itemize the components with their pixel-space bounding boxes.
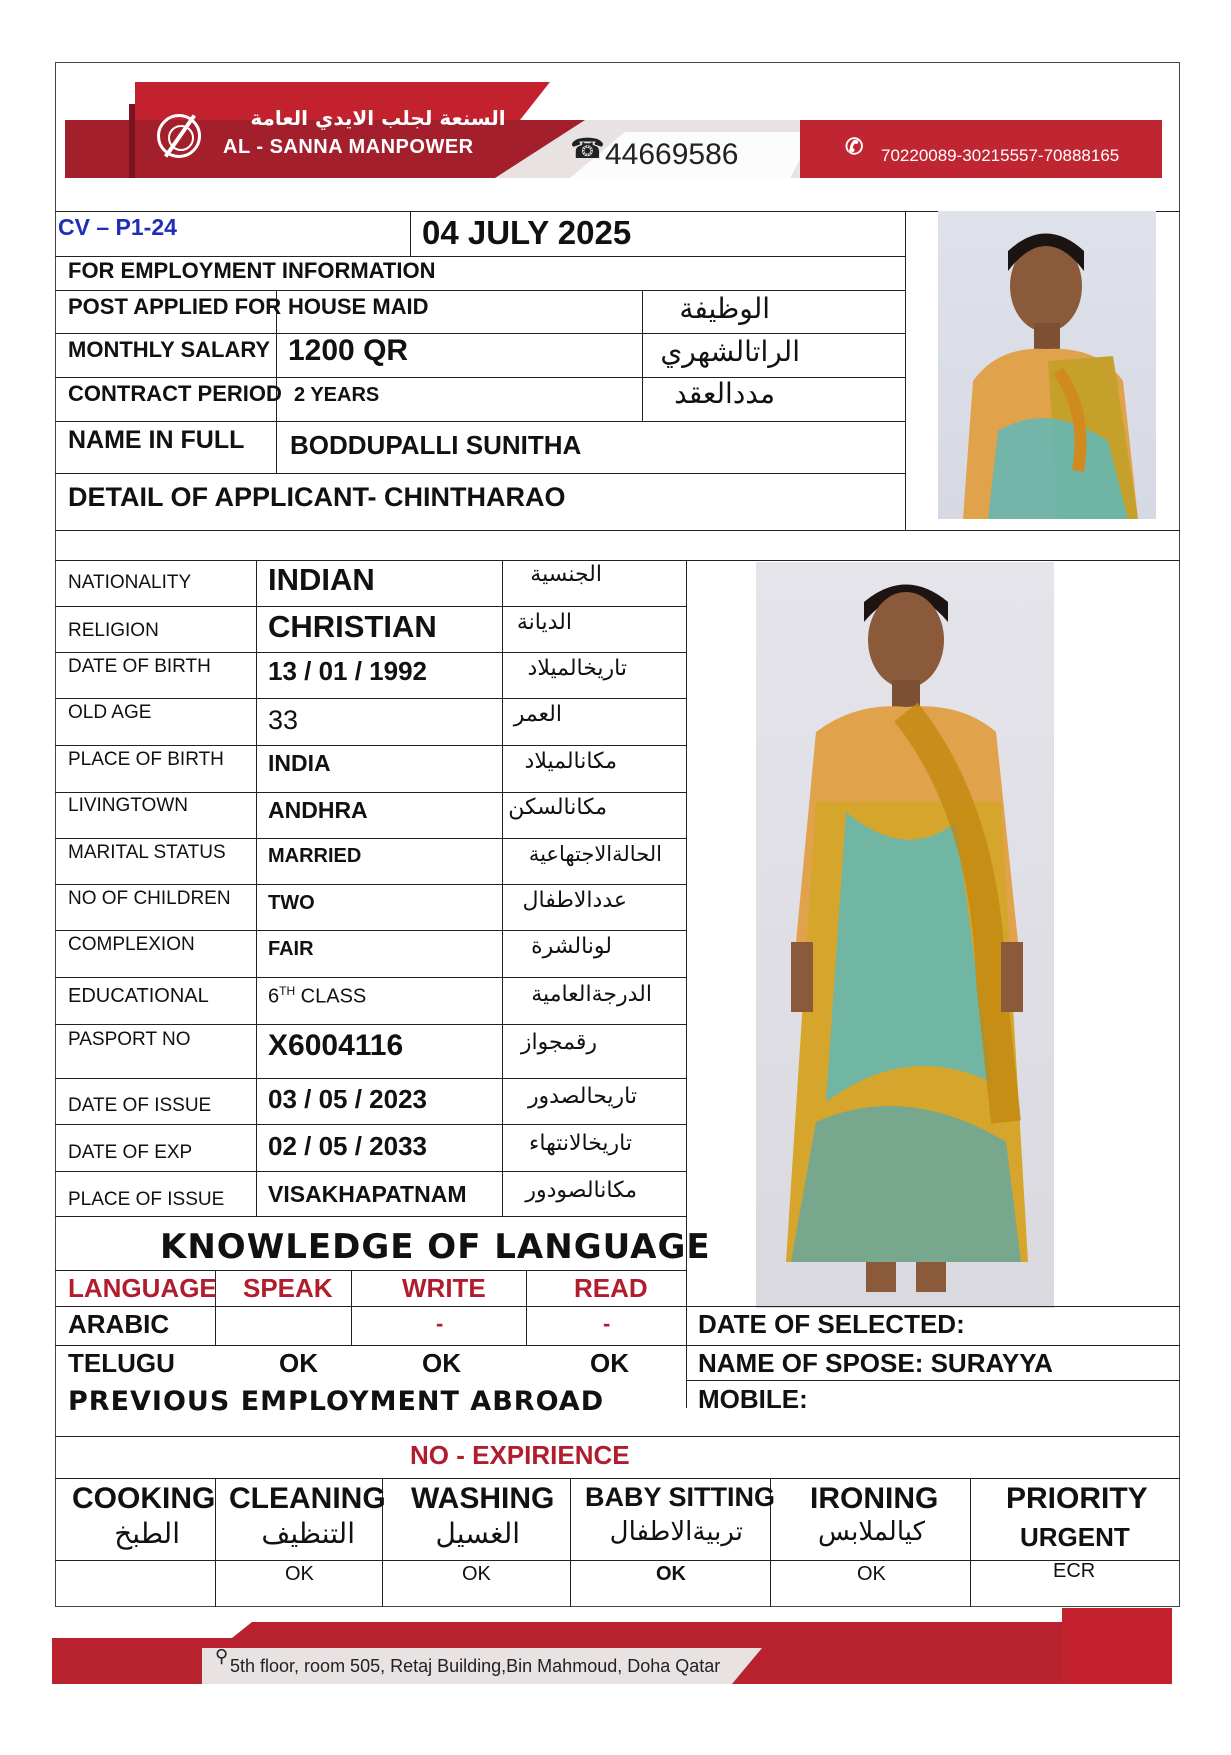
skill-value: OK xyxy=(656,1563,686,1585)
rule xyxy=(55,377,905,378)
detail-arabic: العمر xyxy=(513,702,562,727)
rule xyxy=(55,256,905,257)
location-pin-icon: ⚲ xyxy=(215,1646,229,1666)
rule xyxy=(55,698,686,699)
rule xyxy=(55,1436,1180,1437)
detail-value: 33 xyxy=(268,705,299,735)
detail-label: PLACE OF ISSUE xyxy=(68,1189,225,1210)
detail-value: CHRISTIAN xyxy=(268,609,437,644)
skill-value: ECR xyxy=(1053,1560,1096,1582)
skill-value: OK xyxy=(462,1563,491,1585)
employment-arabic: الراتالشهري xyxy=(660,335,800,368)
employment-arabic: مددالعقد xyxy=(674,377,775,410)
rule xyxy=(55,977,686,978)
mobile-numbers: 70220089-30215557-70888165 xyxy=(881,146,1120,165)
name-label: NAME IN FULL xyxy=(68,426,245,454)
rule xyxy=(55,792,686,793)
cv-date: 04 JULY 2025 xyxy=(422,214,632,251)
portrait-illustration xyxy=(938,211,1156,519)
phone-number: 44669586 xyxy=(605,138,739,171)
header-banner xyxy=(65,82,1162,178)
rule xyxy=(55,652,686,653)
detail-arabic: الجنسية xyxy=(530,562,602,587)
rule xyxy=(526,1270,527,1346)
rule xyxy=(55,1270,686,1271)
detail-value: VISAKHAPATNAM xyxy=(268,1181,467,1207)
detail-value: 02 / 05 / 2033 xyxy=(268,1131,428,1161)
company-name-arabic: السنعة لجلب الايدي العامة xyxy=(250,106,506,130)
company-logo-icon xyxy=(157,114,201,158)
skill-english: CLEANING xyxy=(229,1482,386,1515)
detail-arabic: الديانة xyxy=(516,610,572,635)
employment-value: 1200 QR xyxy=(288,334,409,367)
rule xyxy=(55,1306,1180,1307)
language-header: LANGUAGE xyxy=(68,1273,217,1303)
employment-arabic: الوظيفة xyxy=(679,292,770,325)
cv-code: CV – P1-24 xyxy=(58,214,177,240)
detail-label: RELIGION xyxy=(68,620,159,641)
name-value: BODDUPALLI SUNITHA xyxy=(290,430,582,460)
rule xyxy=(55,1478,1180,1479)
detail-label: PASPORT NO xyxy=(68,1029,191,1050)
rule xyxy=(55,745,686,746)
detail-arabic: الحالةالاجتهاعية xyxy=(528,842,662,866)
skill-english: BABY SITTING xyxy=(585,1482,776,1512)
rule xyxy=(256,560,257,1216)
rule xyxy=(55,606,686,607)
skill-arabic: تربيةالاطفال xyxy=(609,1517,743,1547)
language-write: - xyxy=(436,1311,444,1336)
rule xyxy=(642,290,643,421)
skill-english: IRONING xyxy=(810,1482,939,1515)
employment-value: 2 YEARS xyxy=(294,384,380,406)
language-write: OK xyxy=(422,1348,461,1378)
detail-value-group xyxy=(268,984,366,1009)
rule xyxy=(686,1380,1180,1381)
full-length-illustration xyxy=(756,562,1054,1308)
language-read: OK xyxy=(590,1348,629,1378)
previous-employment-value: NO - EXPIRIENCE xyxy=(410,1440,630,1470)
detail-value: 6 xyxy=(268,985,280,1008)
skill-english: PRIORITY xyxy=(1006,1482,1148,1515)
previous-employment-title: PREVIOUS EMPLOYMENT ABROAD xyxy=(68,1386,605,1417)
detail-value: INDIAN xyxy=(268,562,375,597)
rule xyxy=(55,560,1180,561)
detail-of-applicant: DETAIL OF APPLICANT- CHINTHARAO xyxy=(68,482,566,512)
rule xyxy=(502,560,503,1216)
applicant-full-length-photo xyxy=(756,562,1054,1308)
rule xyxy=(905,211,906,530)
detail-arabic: تاريخالانتهاء xyxy=(529,1131,632,1156)
language-header: READ xyxy=(574,1273,648,1303)
footer-banner xyxy=(52,1608,1172,1684)
skill-value: OK xyxy=(285,1563,314,1585)
detail-value: MARRIED xyxy=(268,845,362,867)
rule xyxy=(55,838,686,839)
skill-arabic: الغسيل xyxy=(435,1517,520,1550)
language-name: TELUGU xyxy=(68,1348,175,1378)
rule xyxy=(55,473,905,474)
rule xyxy=(410,211,411,256)
detail-value: ANDHRA xyxy=(268,797,368,823)
rule xyxy=(686,560,687,1408)
detail-arabic: مكانالميلاد xyxy=(524,749,617,774)
detail-arabic: عددالاطفال xyxy=(522,888,627,913)
employment-label: MONTHLY SALARY xyxy=(68,337,271,362)
mobile-phone-icon: ✆ xyxy=(845,134,864,159)
rule xyxy=(55,530,1180,531)
detail-value: TWO xyxy=(268,892,315,914)
skill-arabic: كيالملابس xyxy=(818,1517,925,1547)
skill-arabic: التنظيف xyxy=(261,1517,355,1550)
detail-label: DATE OF EXP xyxy=(68,1142,193,1163)
rule xyxy=(970,1478,971,1607)
language-name: ARABIC xyxy=(68,1309,170,1339)
rule xyxy=(55,1078,686,1079)
rule xyxy=(55,333,905,334)
detail-label: NATIONALITY xyxy=(68,572,192,593)
skill-english: COOKING xyxy=(72,1482,216,1515)
language-title: KNOWLEDGE OF LANGUAGE xyxy=(160,1227,711,1267)
employment-section-title: FOR EMPLOYMENT INFORMATION xyxy=(68,258,436,283)
detail-arabic: تاريحالصدور xyxy=(527,1084,637,1109)
skill-arabic: الطبخ xyxy=(114,1517,180,1550)
rule xyxy=(55,1171,686,1172)
detail-label: OLD AGE xyxy=(68,702,152,723)
language-read: - xyxy=(603,1311,611,1336)
skill-arabic: URGENT xyxy=(1020,1522,1130,1552)
rule xyxy=(55,1024,686,1025)
skill-english: WASHING xyxy=(411,1482,555,1515)
date-of-selected: DATE OF SELECTED: xyxy=(698,1309,965,1339)
rule xyxy=(55,930,686,931)
detail-value: 03 / 05 / 2023 xyxy=(268,1084,428,1114)
language-header: SPEAK xyxy=(243,1273,333,1303)
rule xyxy=(55,1345,1180,1346)
detail-label: COMPLEXION xyxy=(68,934,195,955)
detail-value: X6004116 xyxy=(268,1029,404,1062)
rule xyxy=(55,1560,1180,1561)
spouse-name: NAME OF SPOSE: SURAYYA xyxy=(698,1348,1053,1378)
rule xyxy=(55,421,905,422)
detail-value: INDIA xyxy=(268,750,331,776)
detail-arabic: مكانالصودور xyxy=(525,1178,637,1203)
footer-address: 5th floor, room 505, Retaj Building,Bin Mahmoud, Doha Qatar xyxy=(230,1656,721,1676)
skill-value: OK xyxy=(857,1563,886,1585)
language-speak: OK xyxy=(279,1348,318,1378)
detail-value: FAIR xyxy=(268,938,314,960)
employment-value: HOUSE MAID xyxy=(288,294,429,319)
detail-label: LIVINGTOWN xyxy=(68,795,188,816)
language-header: WRITE xyxy=(402,1273,486,1303)
detail-label: DATE OF BIRTH xyxy=(68,656,211,677)
detail-arabic: مكانالسكن xyxy=(508,795,607,820)
detail-label: PLACE OF BIRTH xyxy=(68,749,224,770)
mobile-label: MOBILE: xyxy=(698,1384,808,1414)
detail-value: 13 / 01 / 1992 xyxy=(268,656,428,686)
detail-value-sup: TH xyxy=(279,984,296,998)
rule xyxy=(55,1124,686,1125)
rule xyxy=(55,884,686,885)
rule xyxy=(55,1216,686,1217)
detail-arabic: تاريخالميلاد xyxy=(527,656,627,681)
rule xyxy=(570,1478,571,1607)
detail-arabic: الدرجةالعامية xyxy=(531,982,652,1007)
detail-label: DATE OF ISSUE xyxy=(68,1095,212,1116)
detail-arabic: لونالشرة xyxy=(531,934,612,959)
detail-label: NO OF CHILDREN xyxy=(68,888,231,909)
company-name-english: AL - SANNA MANPOWER xyxy=(223,136,474,158)
employment-label: POST APPLIED FOR xyxy=(68,294,282,319)
rule xyxy=(55,290,905,291)
detail-label: EDUCATIONAL xyxy=(68,985,209,1007)
applicant-portrait-photo xyxy=(938,211,1156,519)
detail-value-suffix: CLASS xyxy=(295,985,367,1008)
detail-label: MARITAL STATUS xyxy=(68,842,226,863)
detail-arabic: رقمجواز xyxy=(520,1030,597,1055)
telephone-icon: ☎ xyxy=(570,133,605,164)
rule xyxy=(351,1270,352,1346)
employment-label: CONTRACT PERIOD xyxy=(68,381,282,406)
